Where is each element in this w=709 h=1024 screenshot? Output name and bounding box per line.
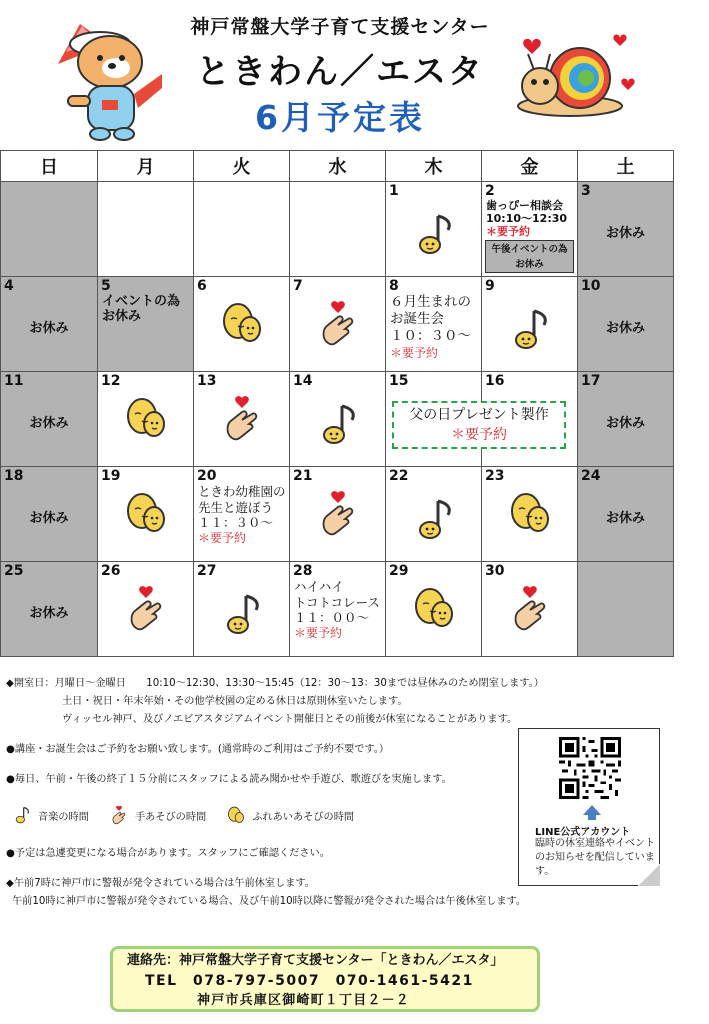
weekday-thu: 木 bbox=[386, 151, 482, 182]
closed-label: お休み bbox=[29, 416, 69, 431]
day-cell-12 bbox=[98, 372, 194, 467]
contact-phone: TEL 078-797-5007 070-1461-5421 bbox=[145, 973, 474, 989]
qr-code-icon[interactable] bbox=[553, 737, 627, 799]
day-cell-6 bbox=[194, 277, 290, 372]
music-note-icon bbox=[506, 305, 554, 353]
day-number: 3 bbox=[581, 183, 591, 199]
music-note-icon bbox=[12, 803, 32, 827]
daily-note: ●毎日、午前・午後の終了１５分前にスタッフによる読み聞かせや手遊び、歌遊びを実施します。 bbox=[6, 774, 452, 785]
day-cell-empty bbox=[98, 182, 194, 277]
day-number: 26 bbox=[101, 563, 121, 579]
line-title: LINE公式アカウント bbox=[535, 827, 631, 838]
day-cell-7 bbox=[290, 277, 386, 372]
closed-label: お休み bbox=[605, 416, 645, 431]
day-cell-20 bbox=[194, 467, 290, 562]
day-cell-11 bbox=[1, 372, 98, 467]
day-number: 17 bbox=[581, 373, 601, 389]
page-title: 6月予定表 bbox=[255, 98, 425, 137]
music-note-icon bbox=[410, 495, 458, 543]
day-cell-30 bbox=[482, 562, 578, 657]
required-note: ＊要予約 bbox=[294, 625, 343, 640]
day-cell-18 bbox=[1, 467, 98, 562]
day-cell-19 bbox=[98, 467, 194, 562]
closed-label: お休み bbox=[605, 226, 645, 241]
event-title: 先生と遊ぼう bbox=[198, 499, 274, 515]
holiday-note: 土日・祝日・年末年始・その他学校園の定める休日は原則休室いたします。 bbox=[62, 696, 408, 707]
day-cell-27 bbox=[194, 562, 290, 657]
vissel-note: ヴィッセル神戸、及びノエビアスタジアムイベント開催日とその前後が休室になることがあります。 bbox=[62, 714, 518, 725]
touch-play-icon bbox=[506, 489, 554, 537]
day-number: 10 bbox=[581, 278, 601, 294]
day-number: 23 bbox=[485, 468, 505, 484]
day-number: 20 bbox=[197, 468, 217, 484]
event-time: １１：３０～ bbox=[198, 515, 274, 530]
day-number: 9 bbox=[485, 278, 495, 294]
day-cell-1 bbox=[386, 182, 482, 277]
week-row bbox=[1, 562, 674, 657]
day-cell-29 bbox=[386, 562, 482, 657]
day-number: 2 bbox=[485, 183, 495, 199]
day-number: 16 bbox=[485, 373, 505, 389]
weekday-wed: 水 bbox=[290, 151, 386, 182]
page-fold bbox=[638, 864, 660, 886]
closed-label: お休み bbox=[29, 606, 69, 621]
day-number: 29 bbox=[389, 563, 409, 579]
touch-play-icon bbox=[122, 489, 170, 537]
day-cell-25 bbox=[1, 562, 98, 657]
event-title: イベントの為 bbox=[102, 294, 181, 309]
weekday-mon: 月 bbox=[98, 151, 194, 182]
day-cell-10 bbox=[578, 277, 674, 372]
legend-hand-label: 手あそびの時間 bbox=[134, 811, 207, 823]
event-time: 10:10～12:30 bbox=[486, 212, 568, 225]
day-number: 21 bbox=[293, 468, 313, 484]
touch-play-icon bbox=[218, 299, 266, 347]
afternoon-closed-box bbox=[485, 240, 574, 273]
day-cell-8 bbox=[386, 277, 482, 372]
day-number: 14 bbox=[293, 373, 313, 389]
weekday-sat: 土 bbox=[578, 151, 674, 182]
day-cell-empty bbox=[578, 562, 674, 657]
week-row bbox=[1, 372, 674, 467]
brand-name: ときわん／エスタ bbox=[196, 52, 484, 92]
contact-name: 連絡先：神戸常盤大学子育て支援センター「ときわん／エスタ」 bbox=[127, 953, 504, 968]
touch-play-icon bbox=[226, 803, 246, 827]
day-cell-24 bbox=[578, 467, 674, 562]
event-title: お誕生会 bbox=[390, 311, 444, 327]
day-cell-14 bbox=[290, 372, 386, 467]
day-number: 19 bbox=[101, 468, 121, 484]
legend-touch-label: ふれあいあそびの時間 bbox=[252, 811, 355, 823]
event-time: １１：００～ bbox=[294, 610, 370, 625]
snail-mascot-icon bbox=[510, 24, 640, 124]
day-cell-empty bbox=[1, 182, 98, 277]
day-cell-22 bbox=[386, 467, 482, 562]
day-cell-28 bbox=[290, 562, 386, 657]
day-cell-empty bbox=[290, 182, 386, 277]
weekday-sun: 日 bbox=[1, 151, 98, 182]
week-row bbox=[1, 277, 674, 372]
day-number: 22 bbox=[389, 468, 409, 484]
week-row bbox=[1, 182, 674, 277]
weekday-tue: 火 bbox=[194, 151, 290, 182]
day-cell-3 bbox=[578, 182, 674, 277]
warning-note: ◆午前7時に神戸市に警報が発令されている場合は午前休室します。 bbox=[6, 878, 315, 889]
line-description: 臨時の休室連絡やイベントのお知らせを配信しています。 bbox=[535, 838, 655, 877]
closed-label: お休み bbox=[605, 511, 645, 526]
day-cell-13 bbox=[194, 372, 290, 467]
hand-heart-icon bbox=[109, 803, 129, 827]
event-28 bbox=[294, 579, 383, 641]
icon-legend bbox=[12, 803, 368, 827]
header bbox=[0, 0, 709, 150]
day-number: 6 bbox=[197, 278, 207, 294]
legend-music-label: 音楽の時間 bbox=[38, 811, 89, 823]
day-number: 7 bbox=[293, 278, 303, 294]
event-title: お休み bbox=[102, 309, 142, 324]
event-title: 歯っぴー相談会 bbox=[486, 199, 563, 212]
event-5 bbox=[102, 294, 191, 324]
day-number: 4 bbox=[4, 278, 14, 294]
pm-closed-label: お休み bbox=[515, 259, 544, 270]
closed-label: お休み bbox=[29, 511, 69, 526]
day-number: 15 bbox=[389, 373, 409, 389]
closed-label: お休み bbox=[29, 321, 69, 336]
arrow-stem bbox=[588, 814, 596, 820]
hand-heart-icon bbox=[314, 489, 362, 537]
org-name: 神戸常盤大学子育て支援センター bbox=[190, 16, 490, 38]
event-8 bbox=[390, 294, 479, 362]
hand-heart-icon bbox=[506, 584, 554, 632]
day-cell-2 bbox=[482, 182, 578, 277]
warning-note-2: 午前10時に神戸市に警報が発令されている場合、及び午前10時以降に警報が発令された場合は午後休室します。 bbox=[12, 896, 527, 907]
day-cell-empty bbox=[194, 182, 290, 277]
day-number: 25 bbox=[4, 563, 24, 579]
fathers-day-event bbox=[392, 401, 566, 449]
hand-heart-icon bbox=[314, 299, 362, 347]
dog-mascot-icon bbox=[38, 4, 168, 144]
day-number: 5 bbox=[101, 278, 111, 294]
day-cell-23 bbox=[482, 467, 578, 562]
weekday-header-row bbox=[1, 151, 674, 182]
event-title: ６月生まれの bbox=[390, 294, 471, 310]
day-number: 1 bbox=[389, 183, 399, 199]
event-title: ハイハイ bbox=[294, 579, 344, 594]
week-row bbox=[1, 467, 674, 562]
required-note: ＊要予約 bbox=[486, 225, 530, 238]
closed-label: お休み bbox=[605, 321, 645, 336]
day-number: 11 bbox=[4, 373, 24, 389]
day-number: 18 bbox=[4, 468, 24, 484]
day-number: 27 bbox=[197, 563, 217, 579]
day-number: 28 bbox=[293, 563, 313, 579]
required-note: ＊要予約 bbox=[451, 427, 507, 443]
touch-play-icon bbox=[122, 394, 170, 442]
music-note-icon bbox=[218, 590, 266, 638]
required-note: ＊要予約 bbox=[198, 530, 247, 545]
day-number: 12 bbox=[101, 373, 121, 389]
hand-heart-icon bbox=[122, 584, 170, 632]
day-number: 24 bbox=[581, 468, 601, 484]
day-cell-9 bbox=[482, 277, 578, 372]
event-title: ときわ幼稚園の bbox=[198, 484, 286, 499]
day-number: 8 bbox=[389, 278, 399, 294]
contact-address: 神戸市兵庫区御崎町１丁目２－２ bbox=[197, 993, 411, 1008]
day-cell-5 bbox=[98, 277, 194, 372]
touch-play-icon bbox=[410, 584, 458, 632]
event-time: １０：３０～ bbox=[390, 328, 471, 344]
contact-box bbox=[110, 946, 540, 1012]
event-title: トコトコレース bbox=[294, 594, 380, 610]
event-2 bbox=[486, 199, 575, 238]
line-account-box bbox=[518, 728, 660, 886]
music-note-icon bbox=[410, 210, 458, 258]
day-cell-17 bbox=[578, 372, 674, 467]
pm-closed-reason: 午後イベントの為 bbox=[491, 244, 568, 255]
day-number: 13 bbox=[197, 373, 217, 389]
event-title: 父の日プレゼント製作 bbox=[409, 407, 549, 423]
weekday-fri: 金 bbox=[482, 151, 578, 182]
music-note-icon bbox=[314, 400, 362, 448]
day-cell-4 bbox=[1, 277, 98, 372]
day-cell-26 bbox=[98, 562, 194, 657]
calendar bbox=[0, 150, 674, 657]
day-number: 30 bbox=[485, 563, 505, 579]
event-20 bbox=[198, 484, 287, 546]
reservation-note: ●講座・お誕生会はご予約をお願い致します。(通常時のご利用はご予約不要です。） bbox=[6, 744, 390, 755]
day-cell-21 bbox=[290, 467, 386, 562]
required-note: ＊要予約 bbox=[390, 346, 439, 360]
change-note: ●予定は急遽変更になる場合があります。スタッフにご確認ください。 bbox=[6, 848, 330, 859]
hand-heart-icon bbox=[218, 394, 266, 442]
hours-note: ◆開室日：月曜日～金曜日 10:10～12:30、13:30～15:45（12：30～13：30までは昼休みのため閉室します。） bbox=[6, 678, 544, 689]
